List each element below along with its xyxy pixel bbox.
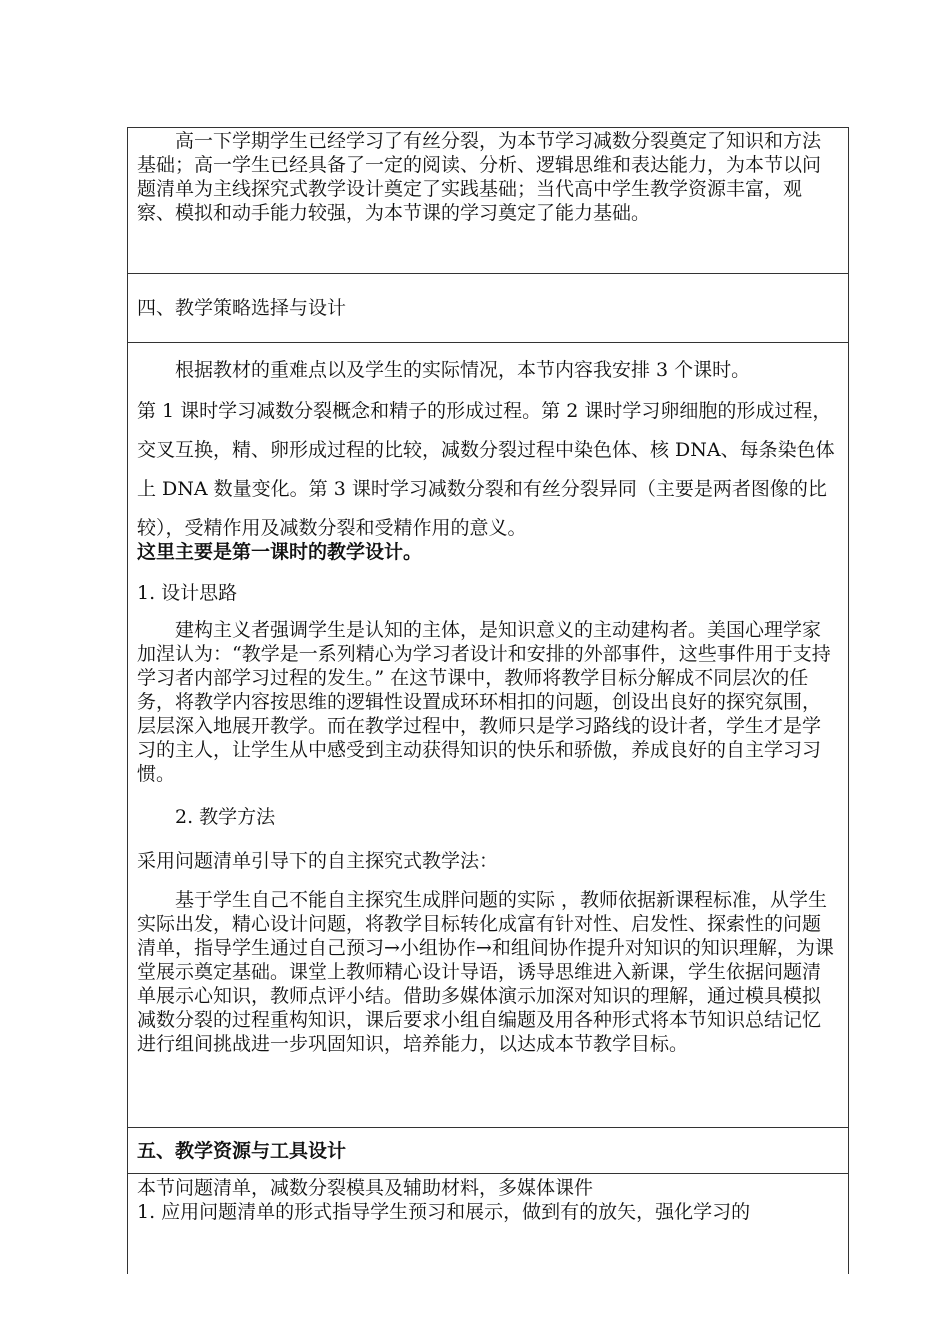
teaching-method-text: 基于学生自己不能自主探究生成胖问题的实际 ，教师依据新课程标准，从学生实际出发，精心设计问题，将教学目标转化成富有针对性、启发性、探索性的问题清单，指导学生通过自己预习→小组协作→和组间协作提升对知识的知识理解，为课堂展示奠定基础。课堂上教师精心设计导语，诱导思维进入新课，学生依据问题清单展示心知识，教师点评小结。借助多媒体演示加深对知识的理解，通过模具模拟减数分裂的过程重构知识，课后要求小组自编题及用各种形式将本节知识总结记忆进行组间挑战进一步巩固知识，培养能力，以达成本节教学目标。 xyxy=(137,889,834,1055)
lesson-count-text: 根据教材的重难点以及学生的实际情况，本节内容我安排 3 个课时。 xyxy=(175,359,751,381)
design-idea-heading: 1. 设计思路 xyxy=(137,582,238,604)
design-idea-text: 建构主义者强调学生是认知的主体，是知识意义的主动建构者。美国心理学家加涅认为：“教学是一系列精心为学习者设计和安排的外部事件，这些事件用于支持学习者内部学习过程的发生。” 在这节课中，教师将教学目标分解成不同层次的任务，将教学内容按思维的逻辑性设置成环环相扣的问题，创设出良好的探究氛围，层层深入地展开教学。而在教学过程中，教师只是学习路线的设计者，学生才是学习的主人，让学生从中感受到主动获得知识的快乐和骄傲，养成良好的自主学习习惯。 xyxy=(137,619,831,785)
resources-heading: 五、教学资源与工具设计 xyxy=(137,1140,347,1162)
strategy-heading: 四、教学策略选择与设计 xyxy=(137,297,347,319)
resources-body-cell xyxy=(128,1174,848,1274)
strategy-heading-cell xyxy=(128,274,848,343)
resources-heading-cell xyxy=(128,1128,848,1174)
focus-note: 这里主要是第一课时的教学设计。 xyxy=(137,541,423,563)
resources-point-1: 1. 应用问题清单的形式指导学生预习和展示，做到有的放矢，强化学习的 xyxy=(137,1201,751,1223)
teaching-method-line: 采用问题清单引导下的自主探究式教学法： xyxy=(137,850,499,872)
resources-list: 本节问题清单，减数分裂模具及辅助材料，多媒体课件 xyxy=(137,1177,594,1199)
learner-analysis-cell xyxy=(128,128,848,274)
lesson-schedule-text: 第 1 课时学习减数分裂概念和精子的形成过程。第 2 课时学习卵细胞的形成过程，交叉互换，精、卵形成过程的比较，减数分裂过程中染色体、核 DNA、每条染色体上 DNA 数量变化。第 3 课时学习减数分裂和有丝分裂异同（主要是两者图像的比较），受精作用及减数分裂和受精作用的意义。 xyxy=(137,400,835,539)
strategy-body-cell xyxy=(128,343,848,1128)
teaching-method-heading: 2. 教学方法 xyxy=(175,806,276,828)
lesson-plan-table xyxy=(127,127,849,1274)
learner-analysis-text: 高一下学期学生已经学习了有丝分裂，为本节学习减数分裂奠定了知识和方法基础；高一学生已经具备了一定的阅读、分析、逻辑思维和表达能力，为本节以问题清单为主线探究式教学设计奠定了实践基础；当代高中学生教学资源丰富，观察、模拟和动手能力较强，为本节课的学习奠定了能力基础。 xyxy=(137,130,822,224)
